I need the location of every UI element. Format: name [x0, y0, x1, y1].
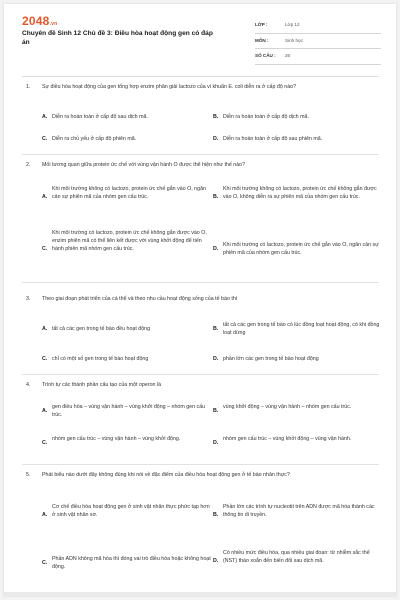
header-divider [22, 76, 379, 77]
meta-row-subject [255, 34, 381, 50]
question-number: 1. [26, 84, 31, 90]
option-letter: A. [42, 326, 48, 332]
meta-key: MÔN : [255, 37, 269, 43]
option-text: Diễn ra hoàn toàn ở cấp độ dịch mã. [223, 114, 309, 120]
question-text: Theo giai đoạn phát triển của cá thể và theo nhu cầu hoạt động sống của tế bào thì [42, 296, 238, 302]
option-text: vùng khởi động – vùng vận hành – nhóm gen cấu trúc. [223, 404, 352, 410]
logo-text: 2048 [22, 14, 50, 28]
document-page [4, 4, 396, 596]
page-bottom-edge [4, 592, 396, 596]
option-letter: C. [42, 246, 48, 252]
option-text: Có nhiều mức điều hòa, qua nhiều giai đoạn: từ nhiễm sắc thể (NST) tháo xoắn đến biến đổi sau dịch mã. [223, 550, 370, 564]
meta-value: Sinh học [285, 37, 303, 43]
option-text: nhóm gen cấu trúc – vùng vận hành – vùng khởi động. [52, 436, 181, 442]
option-letter: C. [42, 560, 48, 566]
option-text: chỉ có một số gen trong tế bào hoạt động [52, 356, 149, 362]
question-divider [22, 374, 379, 375]
option-letter: D. [213, 440, 219, 446]
question-number: 2. [26, 162, 31, 168]
option-text: Khi môi trường không có lactozo, protein ức chế gắn vào O, ngăn cản sự phiên mã của nhóm gen cấu trúc. [52, 186, 206, 200]
question-divider [22, 282, 379, 283]
option-letter: C. [42, 136, 48, 142]
header [4, 4, 396, 68]
option-text: Khi môi trường không có lactozo, protein ức chế không gắn được vào O, không diễn ra sự phiên mã của nhóm gen cấu trúc. [223, 186, 377, 200]
option-text: gen điều hòa – vùng vận hành – vùng khởi động – nhóm gen cấu trúc. [52, 404, 206, 418]
option-letter: A. [42, 114, 48, 120]
logo-suffix: .vn [49, 21, 58, 27]
option-text: Diễn ra chủ yếu ở cấp độ phiên mã. [52, 136, 137, 142]
option-letter: B. [213, 408, 219, 414]
meta-key: SỐ CÂU : [255, 53, 276, 58]
option-letter: B. [213, 326, 219, 332]
option-letter: D. [213, 136, 219, 142]
option-text: phần lớn các gen trong tế bào hoạt động [223, 356, 319, 362]
question-number: 3. [26, 296, 31, 302]
option-letter: C. [42, 440, 48, 446]
meta-value: Lớp 12 [285, 22, 300, 27]
meta-key: LỚP : [255, 22, 268, 27]
option-letter: B. [213, 114, 219, 120]
option-text: Khi môi trường có lactozo, protein ức chế gắn vào O, ngăn cản sự phiên mã của nhóm gen cấu trúc. [223, 242, 379, 256]
option-text: Cơ chế điều hòa hoạt động gen ở sinh vật nhân thực phức tạp hơn ở sinh vật nhân sơ. [52, 504, 210, 518]
question-number: 5. [26, 472, 31, 478]
page-title: Chuyên đề Sinh 12 Chủ đề 3: Điều hòa hoạt động gen có đáp án [22, 30, 213, 46]
option-text: Phần lớn các trình tự nucleotit trên ADN được mã hóa thành các thông tin di truyền. [223, 504, 375, 518]
question-text: Mối tương quan giữa protein ức chế với vùng vận hành O được thể hiện như thế nào? [42, 162, 246, 168]
option-letter: D. [213, 246, 219, 252]
meta-value: 26 [285, 53, 291, 58]
option-letter: A. [42, 512, 48, 518]
question-text: Sự điều hòa hoạt động của gen tổng hợp enzim phân giải lactozo của vi khuẩn E. coli diễn ra ở cấp độ nào? [42, 84, 297, 90]
option-text: tất cả các gen trong tế bào có lúc đồng loạt hoạt động, có khi đồng loạt dừng [223, 322, 380, 336]
option-letter: D. [213, 356, 219, 362]
option-text: Diễn ra hoàn toàn ở cấp độ sau phiên mã. [223, 136, 323, 142]
option-letter: D. [213, 558, 219, 564]
option-text: Phần ADN không mã hóa thì đóng vai trò điều hòa hoặc không hoạt động. [52, 556, 211, 570]
option-text: Khi môi trường có lactozo, protein ức chế không gắn được vào O, enzim phiên mã có thể liên kết được với vùng khởi động để tiến hành phiên mã nhóm gen cấu trúc. [52, 230, 207, 252]
option-letter: C. [42, 356, 48, 362]
option-letter: A. [42, 194, 48, 200]
meta-row-class [255, 18, 381, 34]
option-text: tất cả các gen trong tế bào đều hoạt động [52, 326, 151, 332]
option-text: nhóm gen cấu trúc – vùng khởi động – vùng vận hành. [223, 436, 352, 442]
site-logo[interactable] [22, 14, 57, 28]
meta-row-count [255, 49, 381, 65]
option-letter: A. [42, 408, 48, 414]
meta-table [255, 18, 381, 65]
option-letter: B. [213, 194, 219, 200]
question-divider [22, 154, 379, 155]
question-text: Phát biểu nào dưới đây không đúng khi nói về đặc điểm của điều hòa hoạt động gen ở tế bào nhân thực? [42, 472, 290, 478]
question-text: Trình tự các thành phần cấu tạo của một operon là [42, 382, 162, 388]
question-divider [22, 464, 379, 465]
question-number: 4. [26, 382, 31, 388]
option-text: Diễn ra hoàn toàn ở cấp độ sau dịch mã. [52, 114, 148, 120]
option-letter: B. [213, 512, 219, 518]
